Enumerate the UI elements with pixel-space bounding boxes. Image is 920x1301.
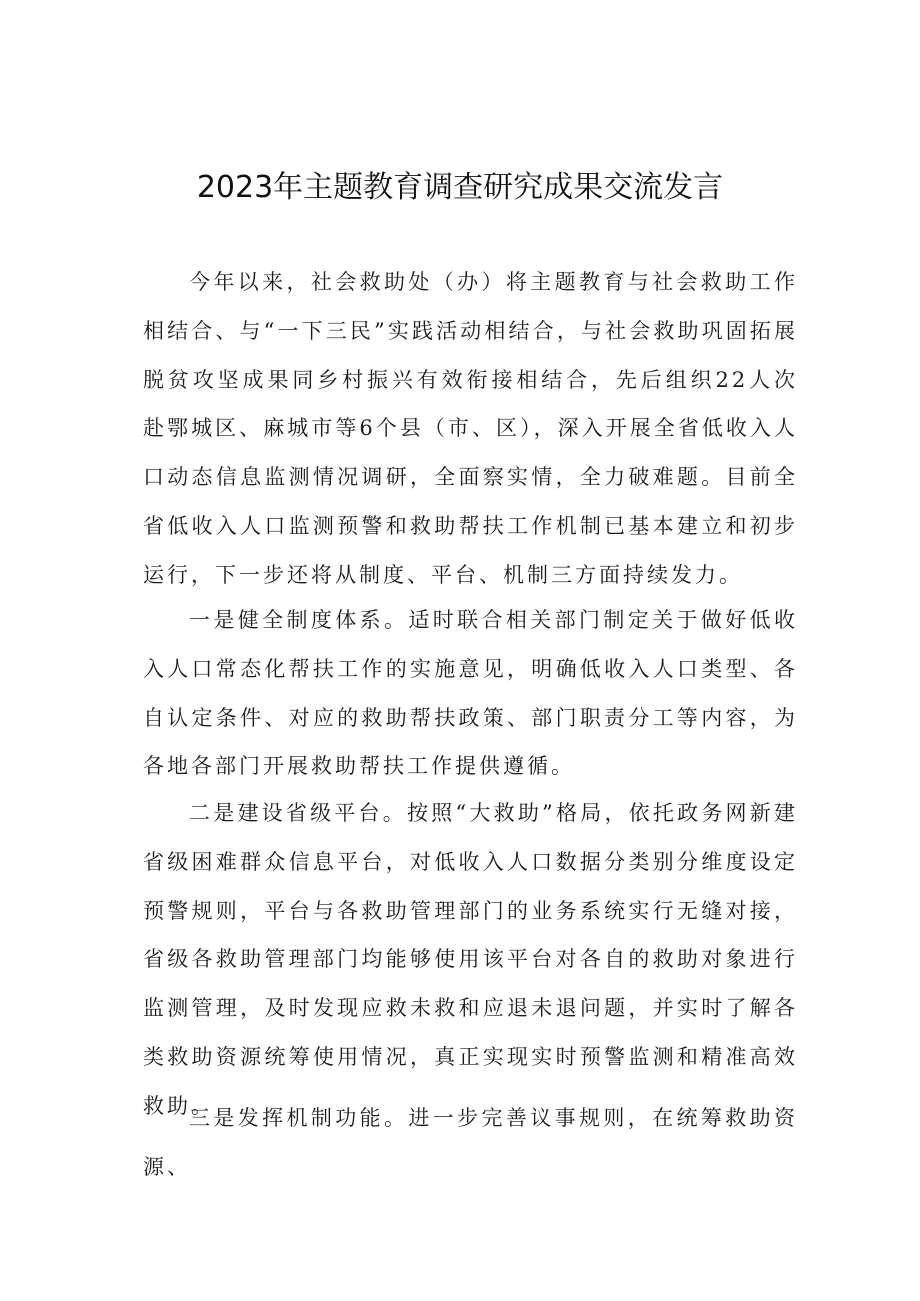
document-title: 2023年主题教育调查研究成果交流发言 — [196, 170, 724, 205]
paragraph-intro: 今年以来，社会救助处（办）将主题教育与社会救助工作相结合、与“一下三民”实践活动相结合，与社会救助巩固拓展脱贫攻坚成果同乡村振兴有效衔接相结合，先后组织22人次赴鄂城区、麻城市等6个县（市、区），深入开展全省低收入人口动态信息监测情况调研，全面察实情，全力破难题。目前全省低收入人口监测预警和救助帮扶工作机制已基本建立和初步运行，下一步还将从制度、平台、机制三方面持续发力。 — [143, 270, 798, 587]
paragraph-system: 一是健全制度体系。适时联合相关部门制定关于做好低收入人口常态化帮扶工作的实施意见，明确低收入人口类型、各自认定条件、对应的救助帮扶政策、部门职责分工等内容，为各地各部门开展救助帮扶工作提供遵循。 — [143, 608, 798, 779]
paragraph-platform: 二是建设省级平台。按照“大救助”格局，依托政务网新建省级困难群众信息平台，对低收入人口数据分类别分维度设定预警规则，平台与各救助管理部门的业务系统实行无缝对接，省级各救助管理部门均能够使用该平台对各自的救助对象进行监测管理，及时发现应救未救和应退未退问题，并实时了解各类救助资源统筹使用情况，真正实现实时预警监测和精准高效救助。 — [143, 801, 798, 1118]
paragraph-mechanism: 三是发挥机制功能。进一步完善议事规则，在统筹救助资源、 — [143, 1106, 798, 1179]
